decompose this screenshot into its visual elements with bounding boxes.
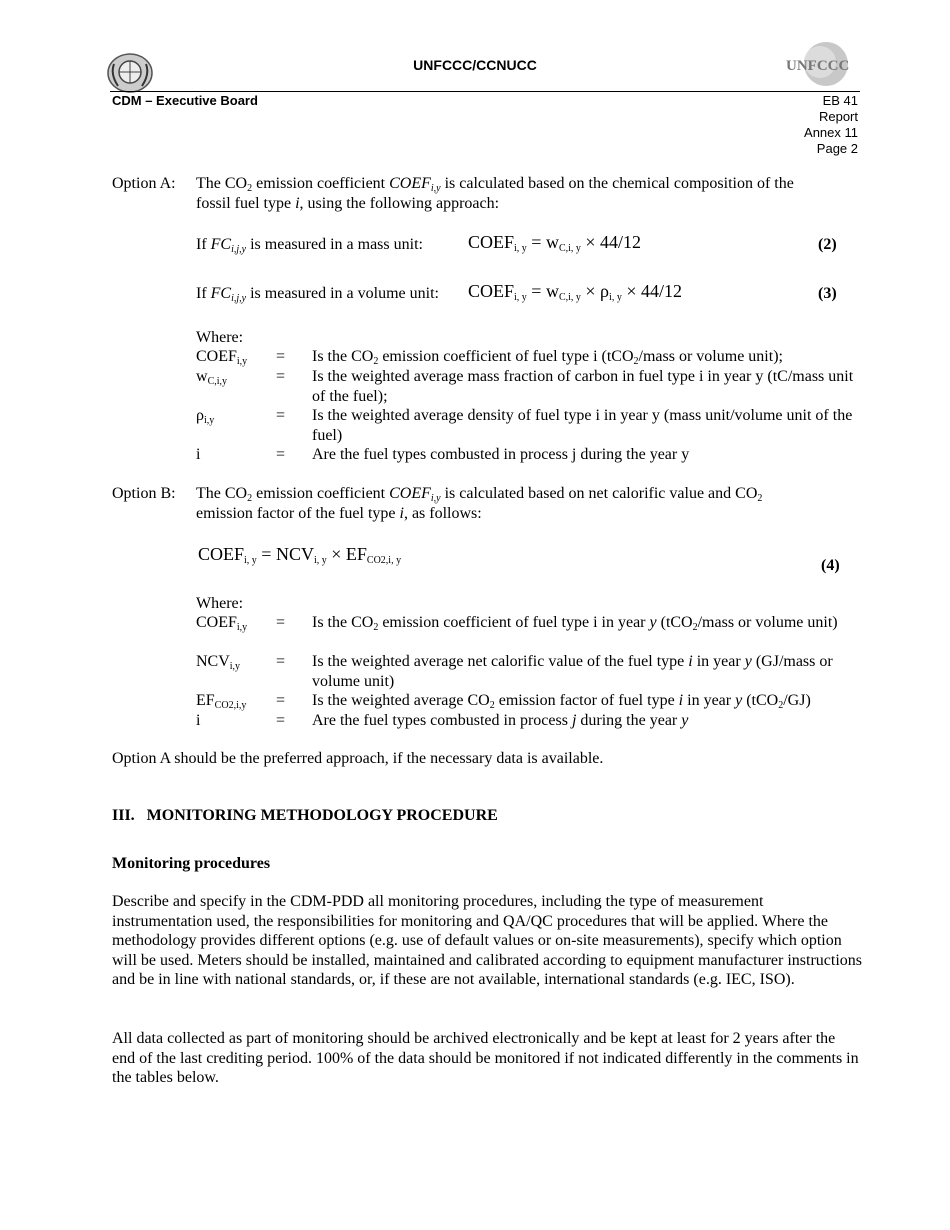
option-b-intro-line2: emission factor of the fuel type i, as follows: — [196, 505, 482, 522]
option-b-label: Option B: — [112, 485, 176, 502]
definition-row: $COEF_{i,y}$ = Is the $CO_2$ emission coefficient of fuel type i in year y (tCO$_2$/mass or volume unit) — [196, 614, 838, 633]
equation-4-number: (4) — [821, 557, 840, 574]
preferred-note: Option A should be the preferred approach, if the necessary data is available. — [112, 750, 604, 767]
option-b-intro-line1: The $CO_2$ emission coefficient $COEF_{i,y}$ is calculated based on net calorific value and $CO_2$ — [196, 485, 763, 504]
header-right-line: Page 2 — [816, 141, 858, 156]
header-right — [804, 93, 858, 157]
unfccc-logo-text: UNFCCC — [786, 58, 850, 74]
header-divider — [110, 91, 860, 92]
definition-row: $w_{C,i,y}$ = Is the weighted average mass fraction of carbon in fuel type i in year y (tC/mass unit of the fuel); — [196, 368, 854, 405]
header-right-line: Annex 11 — [804, 125, 858, 140]
definition-row: i = Are the fuel types combusted in process j during the year y — [196, 712, 689, 729]
unfccc-logo — [780, 40, 860, 92]
equation-4: $COEF_{i, y} = NCV_{i, y} \times EF_{CO2,i, y}$ — [198, 544, 402, 566]
definition-row: $COEF_{i,y}$ = Is the $CO_2$ emission coefficient of fuel type i (tCO$_2$/mass or volume unit); — [196, 348, 783, 367]
definition-row: i = Are the fuel types combusted in process j during the year y — [196, 446, 690, 463]
equation-3-number: (3) — [818, 285, 837, 302]
option-a-label: Option A: — [112, 175, 176, 192]
header-left: CDM – Executive Board — [112, 93, 258, 108]
definition-row: $\rho_{i,y}$ = Is the weighted average density of fuel type i in year y (mass unit/volume unit of the fuel) — [196, 407, 853, 444]
equation-2: $COEF_{i, y} = w_{C,i, y} \times 44/12$ — [468, 232, 642, 254]
equation-3: $COEF_{i, y} = w_{C,i, y} \times \rho_{i, y} \times 44/12$ — [468, 281, 682, 303]
option-b-where: Where: — [196, 595, 244, 612]
condition-mass: If $FC_{i,j,y}$ is measured in a mass unit: — [196, 236, 423, 255]
header-title: UNFCCC/CCNUCC — [413, 57, 537, 73]
condition-volume: If $FC_{i,j,y}$ is measured in a volume unit: — [196, 285, 439, 304]
definition-row: $EF_{CO2,i,y}$ = Is the weighted average $CO_2$ emission factor of fuel type i in year y (tCO$_2$/GJ) — [196, 692, 811, 711]
monitoring-paragraph-2: All data collected as part of monitoring should be archived electronically and be kept at least for 2 years after the end of the last crediting period. 100% of the data should be monitored if not indicated differently in the comments in the tables below. — [112, 1030, 859, 1086]
section-heading: III. MONITORING METHODOLOGY PROCEDURE — [112, 807, 498, 824]
equation-2-number: (2) — [818, 236, 837, 253]
option-a-where: Where: — [196, 329, 244, 346]
section-subheading: Monitoring procedures — [112, 855, 271, 872]
monitoring-paragraph-1: Describe and specify in the CDM-PDD all monitoring procedures, including the type of measurement instrumentation used, the responsibilities for monitoring and QA/QC procedures that will be applied. Where the methodology provides different options (e.g. use of default values or on-site measurements), specify which option will be used. Meters should be installed, maintained and calibrated according to equipment manufacturer instructions and be in line with national standards, or, if these are not available, international standards (e.g. IEC, ISO). — [112, 893, 862, 988]
option-a-intro-line1: The $CO_2$ emission coefficient $COEF_{i,y}$ is calculated based on the chemical composition of the — [196, 175, 794, 194]
header-right-line: EB 41 — [822, 93, 858, 108]
definition-row: $NCV_{i,y}$ = Is the weighted average net calorific value of the fuel type i in year y (GJ/mass or volume unit) — [196, 653, 833, 690]
header-right-line: Report — [818, 109, 858, 124]
option-a-intro-line2: fossil fuel type i, using the following approach: — [196, 195, 500, 212]
